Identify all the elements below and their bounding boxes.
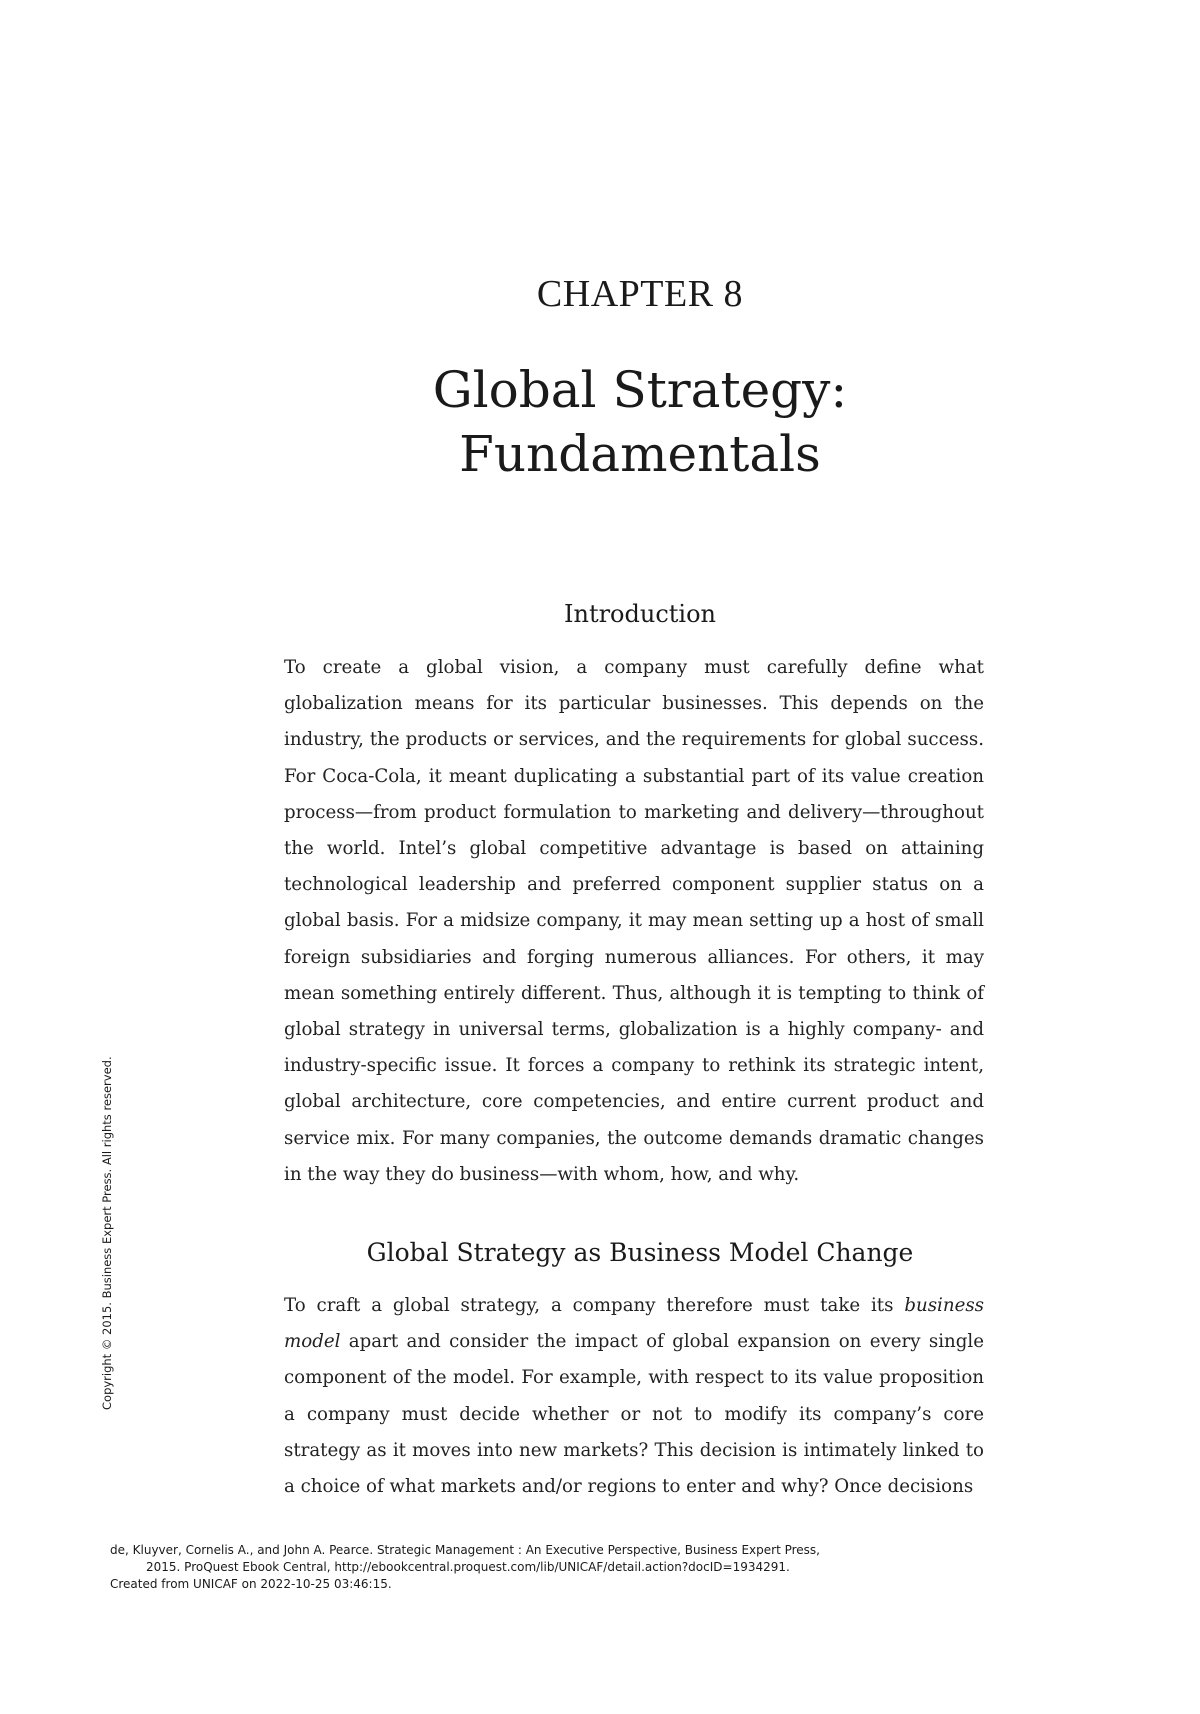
citation-footer [110,1542,1070,1593]
citation-line-1: de, Kluyver, Cornelis A., and John A. Pearce. Strategic Management : An Executive Perspective, Business Expert Press, [110,1543,820,1557]
introduction-heading: Introduction [564,600,716,628]
business-model-emphasis: business model [284,1295,984,1353]
chapter-title-line-2: Fundamentals [459,425,821,483]
introduction-paragraph: To create a global vision, a company must carefully define what globalization means for its particular businesses. This depends on the industry, the products or services, and the requirements for global success. For Coca-Cola, it meant duplicating a substantial part of its value creation process—from product formulation to marketing and delivery—throughout the world. Intel’s global competitive advantage is based on attaining technological leadership and preferred component supplier status on a global basis. For a midsize company, it may mean setting up a host of small foreign subsidiaries and forging numerous alliances. For others, it may mean something entirely different. Thus, although it is tempting to think of global strategy in universal terms, globalization is a highly company- and industry-specific issue. It forces a company to rethink its strategic intent, global architecture, core competencies, and entire current product and service mix. For many companies, the outcome demands dramatic changes in the way they do business—with whom, how, and why. [284,657,984,1185]
citation-line-2: 2015. ProQuest Ebook Central, http://ebookcentral.proquest.com/lib/UNICAF/detail.action?docID=1934291. [146,1560,790,1574]
chapter-title-line-1: Global Strategy: [432,361,848,419]
chapter-title [330,358,950,486]
business-model-heading: Global Strategy as Business Model Change [366,1238,914,1267]
copyright-side-notice: Copyright © 2015. Business Expert Press. All rights reserved. [100,1056,114,1410]
business-model-text-start: To craft a global strategy, a company therefore must take its [284,1295,905,1316]
citation-line-3: Created from UNICAF on 2022-10-25 03:46:15. [110,1577,392,1591]
business-model-paragraph [284,1288,984,1505]
business-model-text-end: apart and consider the impact of global expansion on every single component of the model. For example, with respect to its value proposition a company must decide whether or not to modify its company’s core strategy as it moves into new markets? This decision is intimately linked to a choice of what markets and/or regions to enter and why? Once decisions [284,1331,984,1498]
chapter-label: CHAPTER 8 [536,273,744,315]
